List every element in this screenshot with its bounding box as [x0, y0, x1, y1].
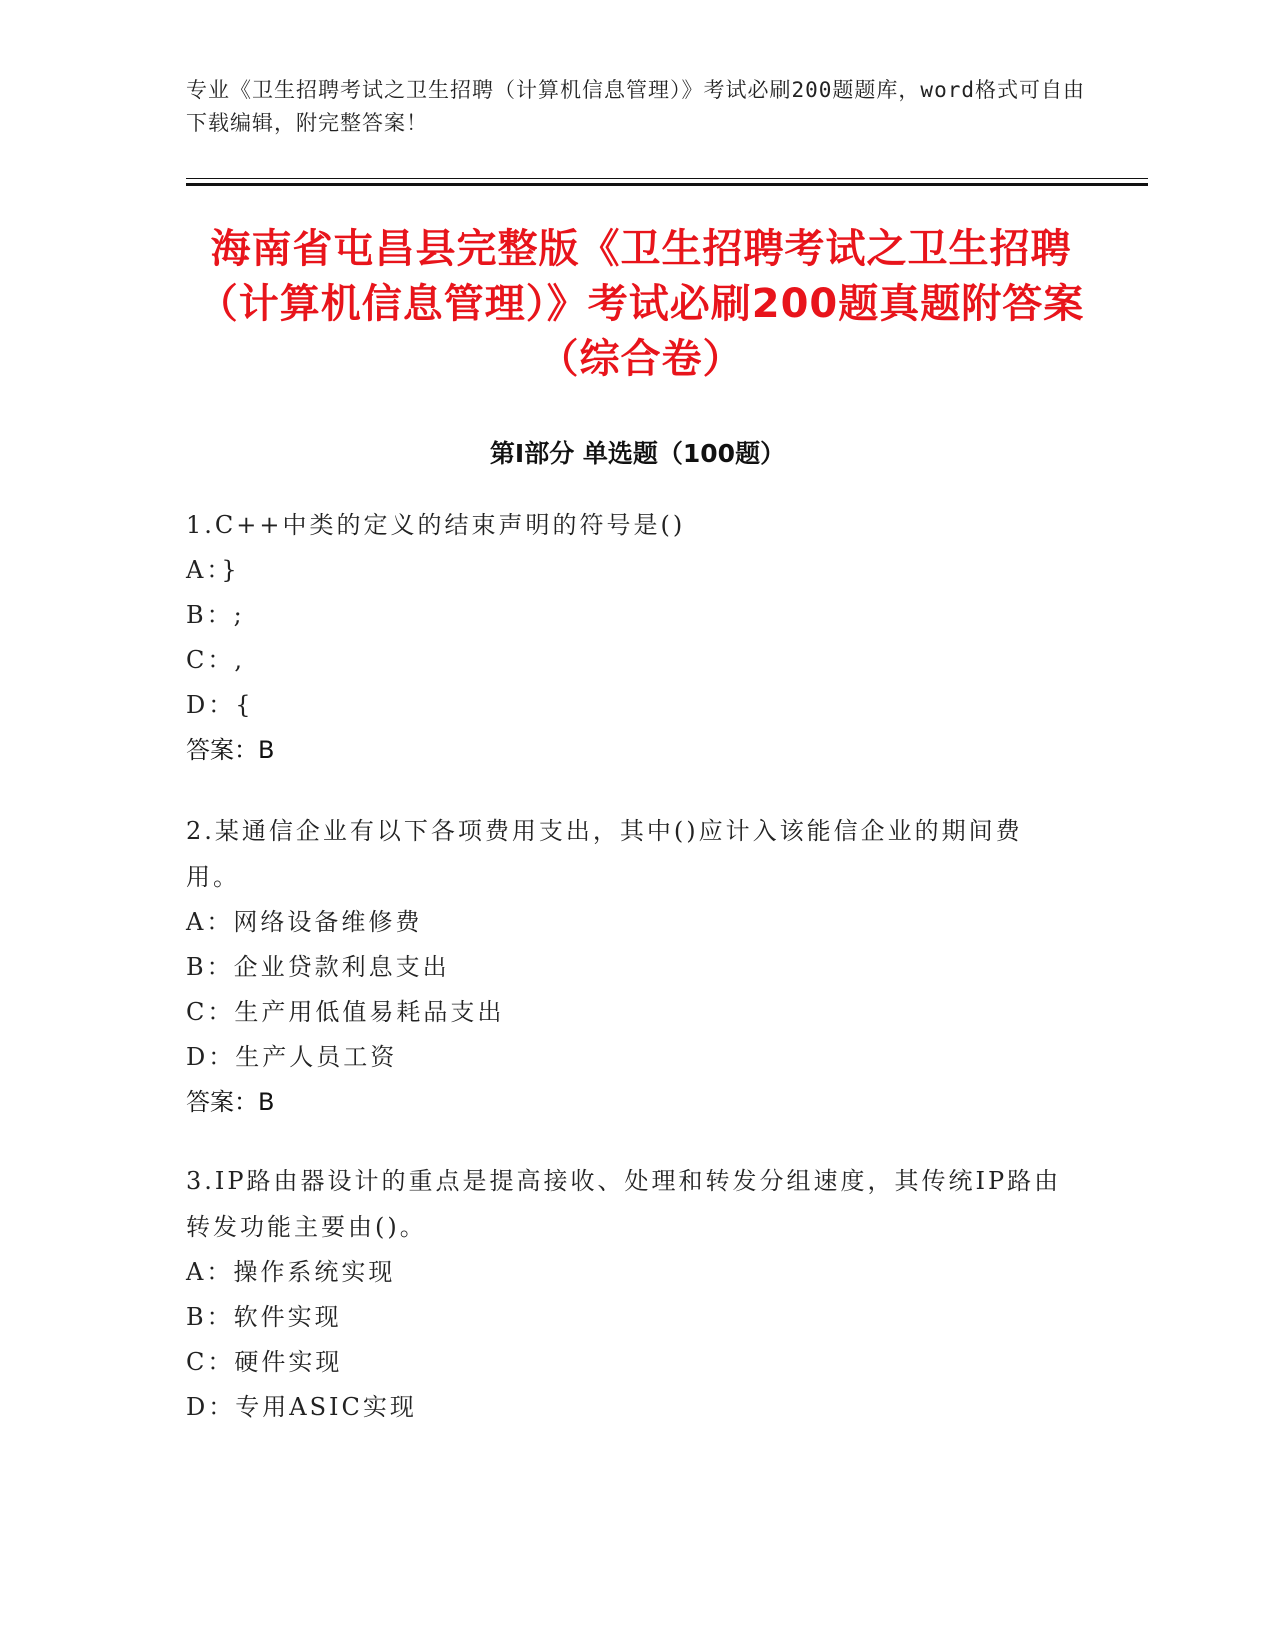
- option-d: D：生产人员工资: [186, 1043, 398, 1071]
- section-title: 第Ⅰ部分 单选题（100题）: [489, 439, 786, 468]
- option-c: C：硬件实现: [186, 1348, 343, 1376]
- option-c: C：,: [186, 646, 245, 674]
- option-b: B：软件实现: [186, 1303, 342, 1331]
- option-a: A：}: [186, 556, 240, 584]
- question-text: 2.某通信企业有以下各项费用支出，其中()应计入该能信企业的期间费用。: [186, 817, 1023, 891]
- option-a: A：网络设备维修费: [186, 908, 423, 936]
- document-title: 海南省屯昌县完整版《卫生招聘考试之卫生招聘（计算机信息管理）》考试必刷200题真题附答案（综合卷）: [197, 226, 1085, 382]
- option-b: B：企业贷款利息支出: [186, 953, 450, 981]
- answer: 答案：B: [186, 1088, 275, 1116]
- question-text: 1.C++中类的定义的结束声明的符号是(): [186, 511, 686, 539]
- question-1: [186, 502, 1066, 773]
- header-divider-thin: [186, 178, 1148, 179]
- question-2: [186, 808, 1066, 1125]
- header-note: 专业《卫生招聘考试之卫生招聘（计算机信息管理）》考试必刷200题题库，word格式可自由下载编辑，附完整答案！: [186, 78, 1085, 135]
- answer: 答案：B: [186, 736, 275, 764]
- option-d: D：{: [186, 691, 254, 719]
- header-divider-thick: [186, 183, 1148, 186]
- question-3: [186, 1158, 1066, 1430]
- option-d: D：专用ASIC实现: [186, 1393, 417, 1421]
- option-c: C：生产用低值易耗品支出: [186, 998, 505, 1026]
- option-b: B：;: [186, 601, 245, 629]
- option-a: A：操作系统实现: [186, 1258, 396, 1286]
- question-text: 3.IP路由器设计的重点是提高接收、处理和转发分组速度，其传统IP路由转发功能主要由()。: [186, 1167, 1062, 1241]
